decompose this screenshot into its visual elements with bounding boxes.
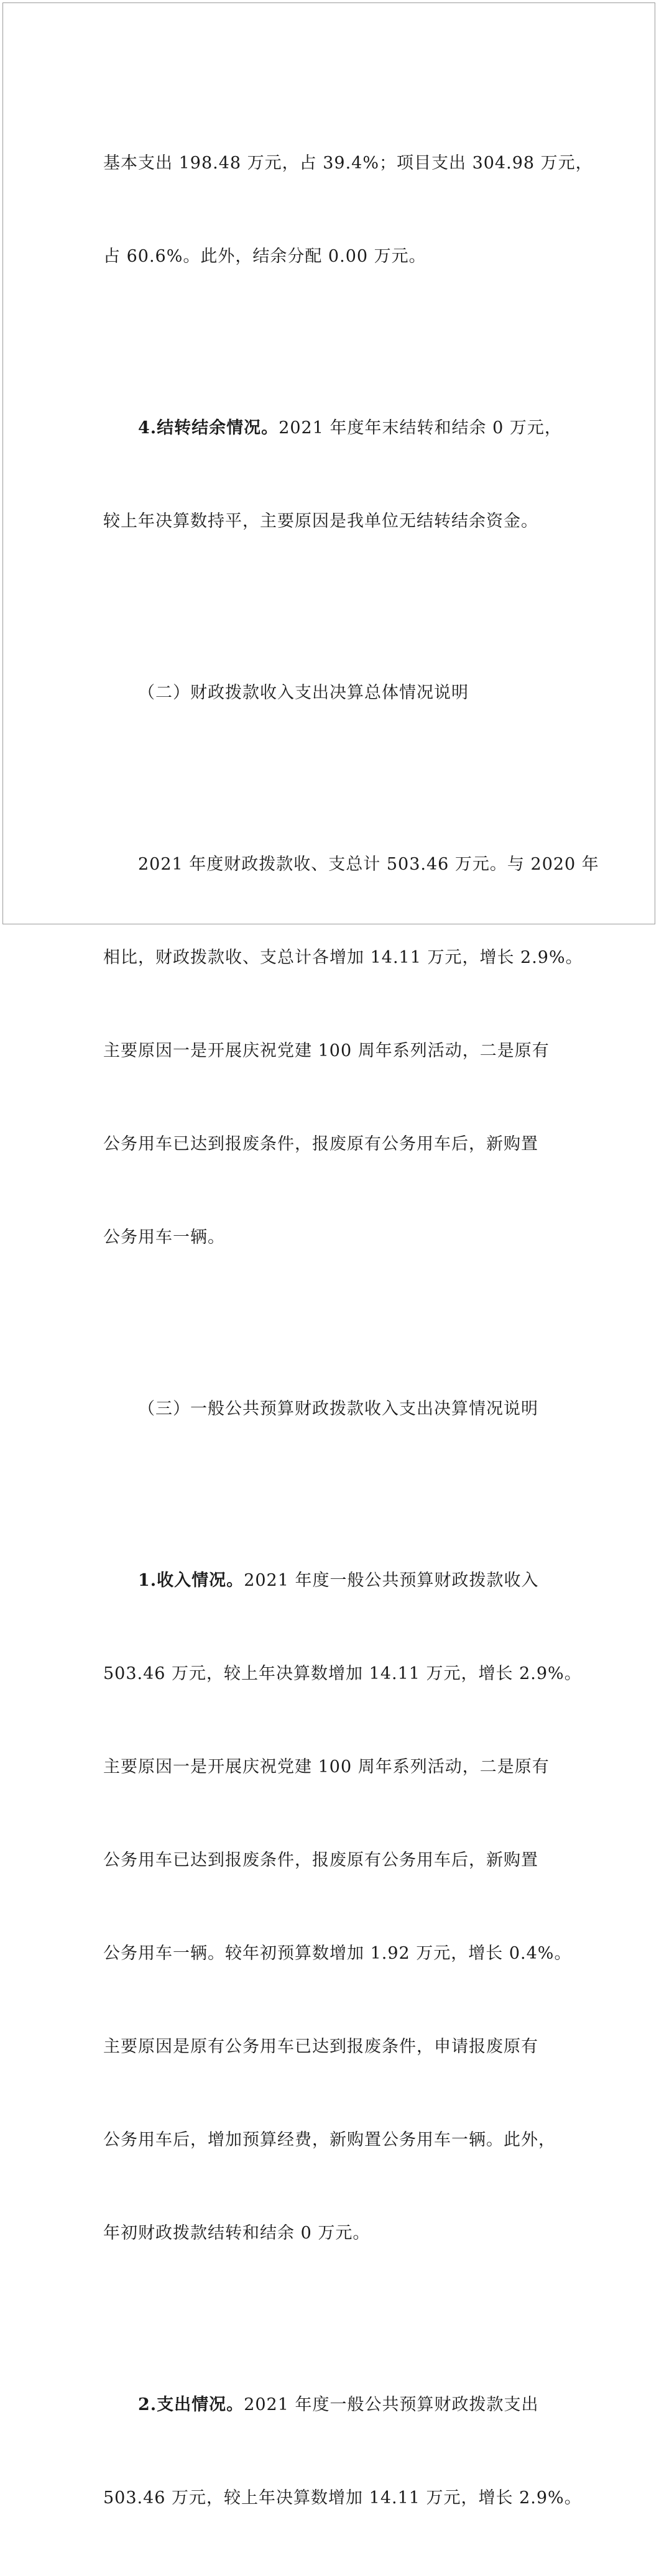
text-line: 公务用车一辆。较年初预算数增加 1.92 万元，增长 0.4%。 <box>103 1944 572 1963</box>
paragraph-income <box>103 1503 582 2311</box>
text-line: 基本支出 198.48 万元，占 39.4%；项目支出 304.98 万元， <box>103 154 593 173</box>
text-line <box>103 2390 563 2421</box>
text-span: 2021 年度年末结转和结余 0 万元， <box>279 418 562 438</box>
text-line: 公务用车一辆。 <box>103 1228 225 1247</box>
text-span: 2021 年度一般公共预算财政拨款支出 <box>244 2395 539 2414</box>
heading-text: （三）一般公共预算财政拨款收入支出决算情况说明 <box>138 1399 538 1419</box>
text-line: 相比，财政拨款收、支总计各增加 14.11 万元，增长 2.9%。 <box>103 948 583 967</box>
paragraph-expenditure-summary <box>103 86 593 334</box>
text-line <box>103 413 563 444</box>
section-label: 2.支出情况。 <box>138 2395 244 2414</box>
text-span: 2021 年度一般公共预算财政拨款收入 <box>244 1571 539 1590</box>
section-heading-3 <box>103 1332 563 1487</box>
text-line: 占 60.6%。此外，结余分配 0.00 万元。 <box>103 247 426 266</box>
text-line: 503.46 万元，较上年决算数增加 14.11 万元，增长 2.9%。 <box>103 1664 582 1683</box>
text-line: 503.46 万元，较上年决算数增加 14.11 万元，增长 2.9%。 <box>103 2488 582 2508</box>
paragraph-carryover <box>103 351 563 599</box>
section-label: 1.收入情况。 <box>138 1571 244 1590</box>
section-label: 4.结转结余情况。 <box>138 418 279 438</box>
text-line: 主要原因一是开展庆祝党建 100 周年系列活动，二是原有 <box>103 1757 550 1777</box>
paragraph-expenditure <box>103 2327 582 2576</box>
section-heading-2 <box>103 615 563 771</box>
paragraph-financial-overview <box>103 787 599 1315</box>
heading-text: （二）财政拨款收入支出决算总体情况说明 <box>138 683 469 702</box>
text-line: 主要原因是原有公务用车已达到报废条件，申请报废原有 <box>103 2037 538 2056</box>
text-line: 公务用车后，增加预算经费，新购置公务用车一辆。此外， <box>103 2130 556 2150</box>
text-line: 公务用车已达到报废条件，报废原有公务用车后，新购置 <box>103 1134 538 1154</box>
text-line: 较上年决算数持平，主要原因是我单位无结转结余资金。 <box>103 512 538 531</box>
document-body <box>103 86 599 2576</box>
text-line: 2021 年度财政拨款收、支总计 503.46 万元。与 2020 年 <box>138 855 599 874</box>
text-line <box>103 1565 563 1596</box>
text-line: 年初财政拨款结转和结余 0 万元。 <box>103 2224 371 2243</box>
text-line: 主要原因一是开展庆祝党建 100 周年系列活动，二是原有 <box>103 1041 550 1060</box>
text-line: 公务用车已达到报废条件，报废原有公务用车后，新购置 <box>103 1851 538 1870</box>
